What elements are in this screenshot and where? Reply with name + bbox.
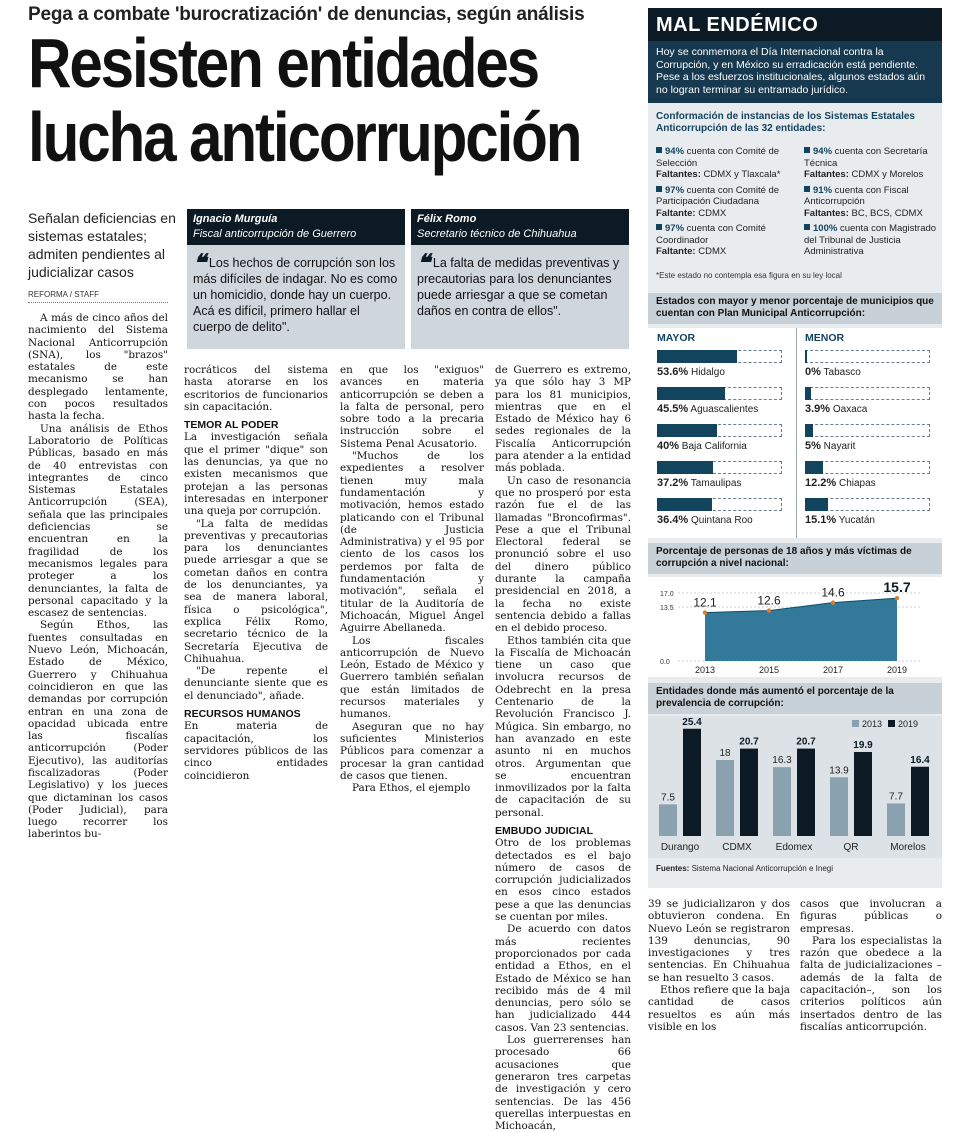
bar-value: 12.2%	[805, 477, 837, 489]
bar-label	[657, 477, 741, 489]
municipal-title: Estados con mayor y menor porcentaje de municipios que cuentan con Plan Municipal Anticorrupción:	[648, 293, 942, 324]
legend-label: 2019	[898, 719, 919, 729]
bar	[657, 387, 725, 400]
conform-item	[656, 146, 796, 181]
municipal-divider	[796, 328, 797, 538]
subheading: RECURSOS HUMANOS	[184, 708, 301, 721]
value-label-2013: 7.7	[889, 791, 903, 803]
deck: Señalan deficiencias en sistemas estatales; admiten pendientes al judicializar casos	[28, 210, 176, 280]
bar-2013	[716, 760, 734, 836]
paragraph: 39 se judicializaron y dos obtuvieron condena. En Nuevo León se registraron 139 denuncias, 90 investigaciones y tres sentencias. En Chihuahua se han resuelto 3 casos.	[648, 898, 790, 984]
bar-value: 0%	[805, 366, 821, 378]
bar-track	[805, 424, 930, 437]
subheading: EMBUDO JUDICIAL	[495, 824, 594, 837]
conform-missing: BC, BCS, CDMX	[851, 207, 923, 219]
quote-mark-icon: ❝	[417, 250, 430, 277]
bar	[657, 350, 737, 363]
x-tick-label: 2015	[758, 665, 780, 675]
conform-pct: 100%	[813, 223, 838, 234]
y-tick-label: 13.5	[660, 605, 674, 612]
menor-bars	[805, 350, 935, 538]
y-tick-label: 0.0	[660, 659, 670, 666]
conform-pct: 97%	[665, 184, 685, 196]
bar-2019	[740, 749, 758, 836]
value-label-2019: 16.4	[910, 754, 930, 766]
paragraph: "De repente el denunciante siente que es el denunciado", añade.	[184, 665, 328, 702]
bar	[657, 461, 713, 474]
conform-left-list	[656, 146, 796, 258]
paragraph: Según Ethos, las fuentes consultadas en Nuevo León, Michoacán, Estado de México, Guerrero y Chihuahua coincidieron en que las demandas por corrupción entran en una zona de opacidad ubicada entre las fiscalías anticorrupción (Poder Ejecutivo), las auditorías fiscalizadoras (Poder Legislativo) y los jueces que dictaminan los casos (Poder Judicial), para luego recorrer los laberintos bu-	[28, 619, 168, 841]
bar-value: 37.2%	[657, 477, 689, 489]
article-column-5	[648, 898, 790, 1033]
sources-label: Fuentes:	[656, 864, 690, 873]
bar-category: Tabasco	[820, 367, 861, 378]
bar-label	[805, 366, 861, 378]
conform-pct: 94%	[813, 146, 833, 157]
data-point	[703, 610, 707, 614]
data-label: 14.6	[821, 585, 845, 600]
conform-missing-label: Faltantes:	[804, 169, 849, 180]
bar-label	[805, 514, 875, 526]
bar-label	[657, 403, 758, 415]
paragraph: Los guerrerenses han procesado 66 acusaciones que generaron tres carpetas de investigación y cero sentencias. De las 456 querellas interpuestas en Michoacán,	[495, 1034, 631, 1132]
value-label-2013: 18	[719, 748, 731, 759]
legend-swatch-2013	[852, 720, 859, 727]
conform-missing-label: Faltantes:	[656, 169, 701, 180]
paragraph: En materia de capacitación, los servidores públicos de las cinco entidades coincidieron	[184, 720, 328, 782]
bar-value: 40%	[657, 440, 680, 452]
byline: REFORMA / STAFF	[28, 290, 168, 303]
value-label-2013: 13.9	[829, 765, 849, 777]
quote-name: Félix Romo	[417, 213, 477, 225]
bar-value: 5%	[805, 440, 821, 452]
conform-missing-label: Faltantes:	[804, 207, 849, 219]
bullet-square-icon	[804, 147, 810, 153]
article-column-6	[800, 898, 942, 1033]
category-label: Morelos	[890, 842, 926, 853]
bar-category: Nayarit	[820, 441, 856, 452]
bar-2019	[854, 752, 872, 836]
bar-category: Aguascalientes	[688, 404, 759, 415]
mayor-bars	[657, 350, 787, 538]
conform-item	[804, 146, 940, 181]
bullet-square-icon	[656, 186, 662, 192]
data-point	[831, 600, 835, 604]
bar-value: 15.1%	[805, 514, 837, 526]
bar	[657, 424, 717, 437]
prevalence-title: Entidades donde más aumentó el porcentaje de la prevalencia de corrupción:	[648, 683, 942, 714]
bar	[805, 461, 823, 474]
bar-value: 3.9%	[805, 403, 831, 415]
article-column-4	[495, 364, 631, 1132]
municipal-chart	[648, 328, 942, 538]
bar-category: Yucatán	[836, 515, 875, 526]
bar-category: Quintana Roo	[688, 515, 753, 526]
conform-item	[656, 223, 796, 258]
subheading: TEMOR AL PODER	[184, 419, 279, 432]
paragraph: Para los especialistas la razón que obedece a la falta de judicializaciones –además de la falta de capacitación–, son los criterios políticos aún insertados dentro de las fiscalías anticorrupción.	[800, 934, 942, 1033]
bar-value: 53.6%	[657, 366, 689, 378]
value-label-2019: 25.4	[682, 716, 702, 728]
value-label-2019: 20.7	[796, 736, 816, 748]
bar-label	[805, 477, 876, 489]
bar-category: Chiapas	[836, 478, 876, 489]
bar-track	[805, 350, 930, 363]
bar-2013	[659, 804, 677, 836]
conform-pct: 91%	[813, 184, 833, 196]
bar-2013	[830, 777, 848, 836]
conform-text: cuenta con Comité Coordinador	[656, 223, 766, 246]
data-label: 12.1	[693, 595, 717, 610]
quote-header	[187, 209, 405, 245]
quote-box-murguia	[187, 209, 405, 349]
bar-category: Hidalgo	[688, 367, 725, 378]
quote-header	[411, 209, 629, 245]
bar-value: 36.4%	[657, 514, 689, 526]
victims-chart	[648, 577, 942, 677]
quote-mark-icon: ❝	[193, 250, 206, 277]
sidebar-title: MAL ENDÉMICO	[648, 8, 942, 41]
bar-label	[657, 514, 753, 526]
category-label: QR	[843, 842, 859, 853]
quote-text	[411, 245, 629, 319]
paragraph: Ethos también cita que la Fiscalía de Michoacán tiene un caso que involucra recursos de Odebrecht en la presa Centenario de la Revolución Francisco J. Múgica. Sin embargo, no han avanzado en este asunto ni en muchos otros. Argumentan que se encuentran inmovilizados por la falta de capacitación de su personal.	[495, 634, 631, 819]
paragraph: de Guerrero es extremo, ya que sólo hay 3 MP para los 81 municipios, mientras que en el Estado de México hay 6 sedes regionales de la Fiscalía Anticorrupción para atender a la entidad más poblada.	[495, 364, 631, 475]
quote-body: La falta de medidas preventivas y precautorias para los denunciantes puede arriesgar a que se cometan daños en contra de ellos".	[417, 256, 620, 318]
paragraph: Ethos refiere que la baja cantidad de casos resueltos es aún más visible en los	[648, 984, 790, 1033]
data-label: 15.7	[883, 579, 911, 596]
conform-text: cuenta con Comité de Selección	[656, 146, 780, 169]
data-point	[895, 596, 899, 600]
conform-pct: 94%	[665, 146, 685, 157]
article-column-3	[340, 364, 484, 794]
quote-role: Secretario técnico de Chihuahua	[417, 228, 577, 240]
paragraph: Un caso de resonancia que no prosperó por esta razón fue el de las llamadas "Broncofirmas". Pese a que el Tribunal Electoral federal se pronunció sobre el uso del dinero público durante la campaña presidencial en 2018, a la fecha no existe sentencia debido a fallas en el debido proceso.	[495, 474, 631, 635]
bullet-square-icon	[804, 186, 810, 192]
x-tick-label: 2013	[694, 665, 716, 675]
data-point	[767, 608, 771, 612]
paragraph: De acuerdo con datos más recientes proporcionados por cada entidad a Ethos, en el Estado de México se han recibido más de 4 mil denuncias, pero sólo se han judicializado 444 casos. Van 23 sentencias.	[495, 923, 631, 1034]
bar	[657, 498, 712, 511]
bar	[805, 424, 813, 437]
conform-text: cuenta con Comité de Participación Ciudadana	[656, 184, 780, 207]
bar-label	[657, 440, 747, 452]
paragraph: Los fiscales anticorrupción de Nuevo León, Estado de México y Guerrero también señalan que están limitados de recursos materiales y humanos.	[340, 634, 484, 721]
paragraph: Una análisis de Ethos Laboratorio de Políticas Públicas, basado en más de 40 entrevistas con integrantes de cinco Sistemas Estatales Anticorrupción (SEA), señala que las principales deficiencias se encuentran en la fragilidad de los mecanismos legales para proteger a los denunciantes, la falta de personal capacitado y la escasez de sentencias.	[28, 422, 168, 620]
quote-role: Fiscal anticorrupción de Guerrero	[193, 228, 357, 240]
paragraph: "Muchos de los expedientes a resolver tienen muy mala fundamentación y motivación, hemos estado platicando con el Tribunal (de Justicia Administrativa) y el 95 por ciento de los casos los perdemos por falta de fundamentación y motivación", señala el titular de la Auditoría de Michoacán, Miguel Ángel Aguirre Abellaneda.	[340, 450, 484, 635]
conform-text: cuenta con Magistrado del Tribunal de Justicia Administrativa	[804, 223, 937, 257]
bar-label	[805, 403, 867, 415]
data-label: 12.6	[757, 593, 781, 608]
bar-label	[657, 366, 725, 378]
headline-line-1: Resisten entidades	[28, 24, 538, 102]
conform-item	[804, 223, 940, 258]
conform-item	[656, 185, 796, 220]
conform-pct: 97%	[665, 223, 685, 234]
quote-name: Ignacio Murguía	[193, 213, 278, 225]
value-label-2019: 19.9	[853, 739, 873, 751]
area-fill	[705, 598, 897, 661]
sidebar-intro: Hoy se conmemora el Día Internacional contra la Corrupción, y en México su erradicación está pendiente. Pese a los esfuerzos institucionales, algunos estados aún no logran terminar su entramado jurídico.	[648, 41, 942, 103]
value-label-2019: 20.7	[739, 736, 759, 748]
bar-label	[805, 440, 855, 452]
bar-2019	[911, 767, 929, 836]
paragraph: Aseguran que no hay suficientes Ministerios Públicos para comenzar a procesar la gran cantidad de casos que tienen.	[340, 720, 484, 782]
paragraph: rocráticos del sistema hasta atorarse en los escritorios de funcionarios sin capacitación.	[184, 364, 328, 413]
value-label-2013: 16.3	[772, 755, 792, 767]
conform-item	[804, 185, 940, 220]
victims-title: Porcentaje de personas de 18 años y más víctimas de corrupción a nivel nacional:	[648, 543, 942, 574]
bar	[805, 498, 828, 511]
category-label: CDMX	[722, 842, 752, 853]
mayor-label: MAYOR	[657, 332, 696, 344]
bar-value: 45.5%	[657, 403, 689, 415]
headline	[28, 24, 581, 176]
quote-body: Los hechos de corrupción son los más difíciles de indagar. No es como un homicidio, donde hay un cuerpo. Acá es difícil, primero hallar el cuerpo de delito".	[193, 256, 398, 334]
conform-text: cuenta con Fiscal Anticorrupción	[804, 184, 909, 207]
conform-right-list	[804, 146, 940, 258]
conform-missing-label: Faltante:	[656, 207, 696, 219]
y-tick-label: 17.0	[660, 591, 674, 598]
paragraph: Otro de los problemas detectados es el bajo número de casos de corrupción judicializados en esos cinco estados pese a que las denuncias se cuentan por miles.	[495, 837, 631, 924]
bar	[805, 350, 807, 363]
sources-text: Sistema Nacional Anticorrupción e Inegi	[691, 864, 833, 873]
x-tick-label: 2017	[822, 665, 844, 675]
bar-2019	[683, 729, 701, 836]
bullet-square-icon	[656, 147, 662, 153]
conform-text: cuenta con Secretaría Técnica	[804, 146, 928, 169]
bar-track	[805, 461, 930, 474]
conform-note: *Este estado no contempla esa figura en su ley local	[656, 271, 842, 280]
paragraph: en que los "exiguos" avances en materia anticorrupción se deben a la falta de personal, pero sobre todo a la precaria instrucción sobre el Sistema Penal Acusatorio.	[340, 364, 484, 450]
bar-category: Tamaulipas	[688, 478, 742, 489]
paragraph: A más de cinco años del nacimiento del Sistema Nacional Anticorrupción (SNA), los "brazos" estatales de este mecanismo se han desplegado lentamente, con pocos resultados hasta la fecha.	[28, 312, 168, 423]
quote-box-romo	[411, 209, 629, 349]
conform-missing: CDMX	[698, 207, 727, 219]
bar-category: Baja California	[679, 441, 747, 452]
bullet-square-icon	[656, 224, 662, 230]
paragraph: Para Ethos, el ejemplo	[352, 782, 471, 795]
conform-missing: CDMX y Morelos	[851, 169, 924, 180]
legend-label: 2013	[862, 719, 883, 729]
paragraph: casos que involucran a figuras públicas o empresas.	[800, 898, 942, 935]
category-label: Edomex	[775, 842, 813, 853]
quote-text	[187, 245, 405, 335]
x-tick-label: 2019	[886, 665, 908, 675]
paragraph: "La falta de medidas preventivas y precautorias para los denunciantes puede arriesgar a que se cometan daños en contra de los denunciantes, ya sea de manera laboral, física o psicológica", explica Félix Romo, secretario técnico de la Secretaría Ejecutiva de Chihuahua.	[184, 517, 328, 665]
bar-2013	[887, 803, 905, 836]
bar-2019	[797, 749, 815, 836]
bar	[805, 387, 811, 400]
headline-line-2: lucha anticorrupción	[28, 98, 581, 176]
article-column-2	[184, 364, 328, 782]
bullet-square-icon	[804, 224, 810, 230]
conform-missing-label: Faltante:	[656, 246, 696, 257]
legend-swatch-2019	[888, 720, 895, 727]
category-label: Durango	[660, 842, 700, 853]
paragraph: La investigación señala que el primer "dique" son las denuncias, ya que no existen mecanismos que protejan a las personas interesadas en interponer una queja por corrupción.	[184, 431, 328, 518]
sources	[656, 864, 936, 873]
menor-label: MENOR	[805, 332, 845, 344]
prevalence-chart	[648, 716, 942, 858]
value-label-2013: 7.5	[661, 792, 675, 804]
conform-title: Conformación de instancias de los Sistemas Estatales Anticorrupción de las 32 entidades:	[656, 111, 915, 134]
kicker: Pega a combate 'burocratización' de denuncias, según análisis	[28, 4, 585, 25]
bar-2013	[773, 767, 791, 836]
conform-missing: CDMX	[698, 246, 727, 257]
bar-track	[805, 387, 930, 400]
bar-category: Oaxaca	[830, 404, 868, 415]
conform-missing: CDMX y Tlaxcala*	[703, 169, 781, 180]
article-column-1	[28, 312, 168, 841]
